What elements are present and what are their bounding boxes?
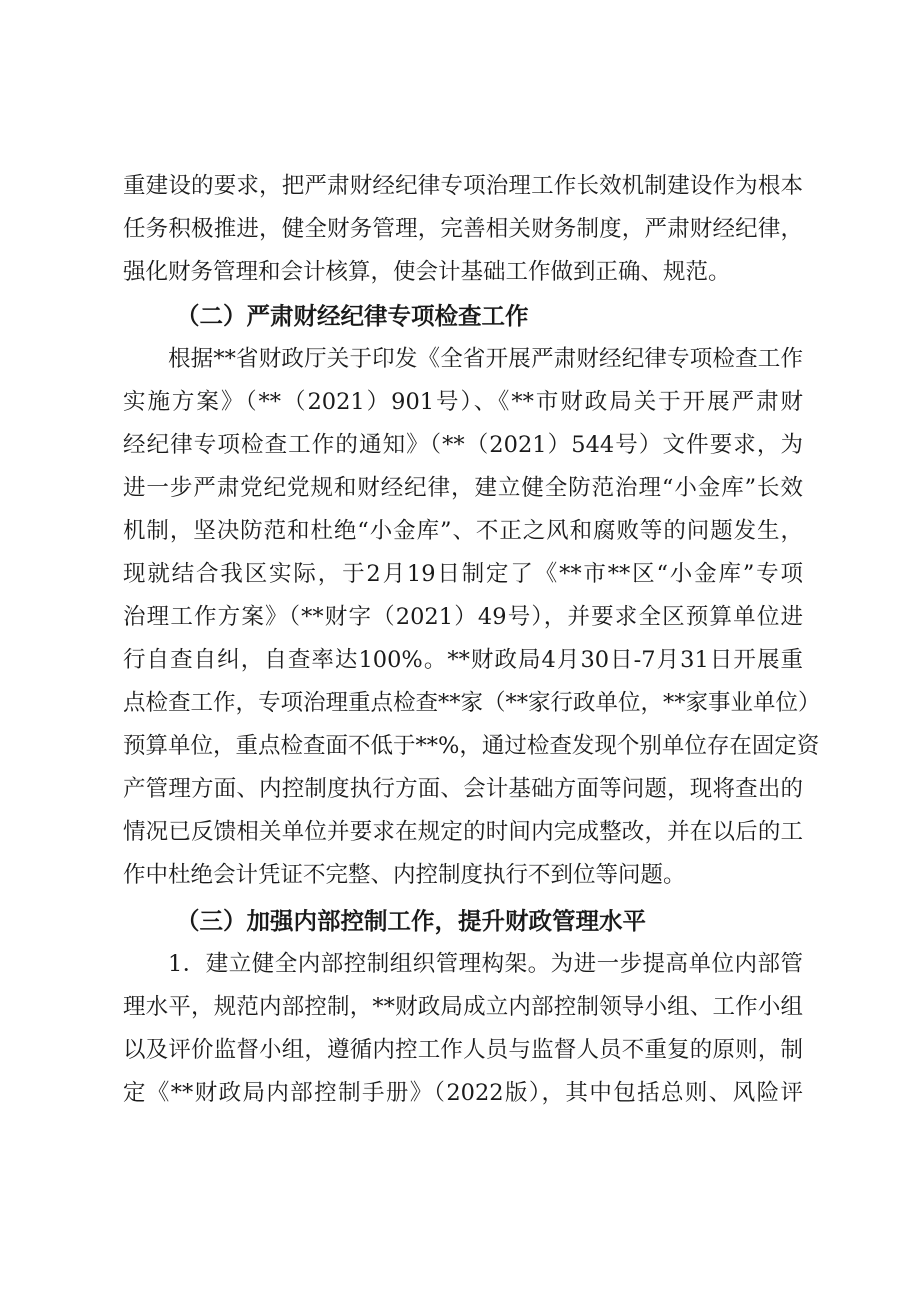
paragraph-2-line-4: 进一步严肃党纪党规和财经纪律，建立健全防范治理“小金库”长效 (123, 475, 803, 501)
paragraph-2-line-9: 点检查工作，专项治理重点检查**家（**家行政单位，**家事业单位） (123, 690, 821, 716)
paragraph-1-line-2: 任务积极推进，健全财务管理，完善相关财务制度，严肃财经纪律， (123, 216, 803, 242)
paragraph-2-line-10: 预算单位，重点检查面不低于**%，通过检查发现个别单位存在固定资 (123, 733, 820, 759)
section-heading-2: （二）严肃财经纪律专项检查工作 (176, 302, 529, 330)
paragraph-2-line-6: 现就结合我区实际，于2月19日制定了《**市**区“小金库”专项 (123, 561, 803, 587)
paragraph-2-line-13: 作中杜绝会计凭证不完整、内控制度执行不到位等问题。 (123, 862, 686, 888)
paragraph-2-line-5: 机制，坚决防范和杜绝“小金库”、不正之风和腐败等的问题发生， (123, 518, 803, 544)
paragraph-2-line-3: 经纪律专项检查工作的通知》（**（2021）544号）文件要求，为 (123, 432, 803, 458)
section-heading-3: （三）加强内部控制工作，提升财政管理水平 (176, 907, 646, 935)
paragraph-2-line-12: 情况已反馈相关单位并要求在规定的时间内完成整改，并在以后的工 (123, 819, 803, 845)
paragraph-3-line-2: 理水平，规范内部控制，**财政局成立内部控制领导小组、工作小组 (123, 994, 803, 1020)
paragraph-1-line-1: 重建设的要求，把严肃财经纪律专项治理工作长效机制建设作为根本 (123, 173, 803, 199)
paragraph-1-line-3: 强化财务管理和会计核算，使会计基础工作做到正确、规范。 (123, 259, 731, 285)
paragraph-3-line-1: 1．建立健全内部控制组织管理构架。为进一步提高单位内部管 (168, 951, 803, 977)
paragraph-2-line-11: 产管理方面、内控制度执行方面、会计基础方面等问题，现将查出的 (123, 776, 803, 802)
paragraph-3-line-3: 以及评价监督小组，遵循内控工作人员与监督人员不重复的原则，制 (123, 1037, 803, 1063)
paragraph-2-line-7: 治理工作方案》（**财字（2021）49号），并要求全区预算单位进 (123, 604, 803, 630)
paragraph-3-line-4: 定《**财政局内部控制手册》（2022版），其中包括总则、风险评 (123, 1080, 803, 1106)
paragraph-2-line-1: 根据**省财政厅关于印发《全省开展严肃财经纪律专项检查工作 (168, 346, 803, 372)
paragraph-2-line-8: 行自查自纠，自查率达100%。**财政局4月30日-7月31日开展重 (123, 647, 803, 673)
paragraph-2-line-2: 实施方案》（**（2021）901号）、《**市财政局关于开展严肃财 (123, 389, 803, 415)
